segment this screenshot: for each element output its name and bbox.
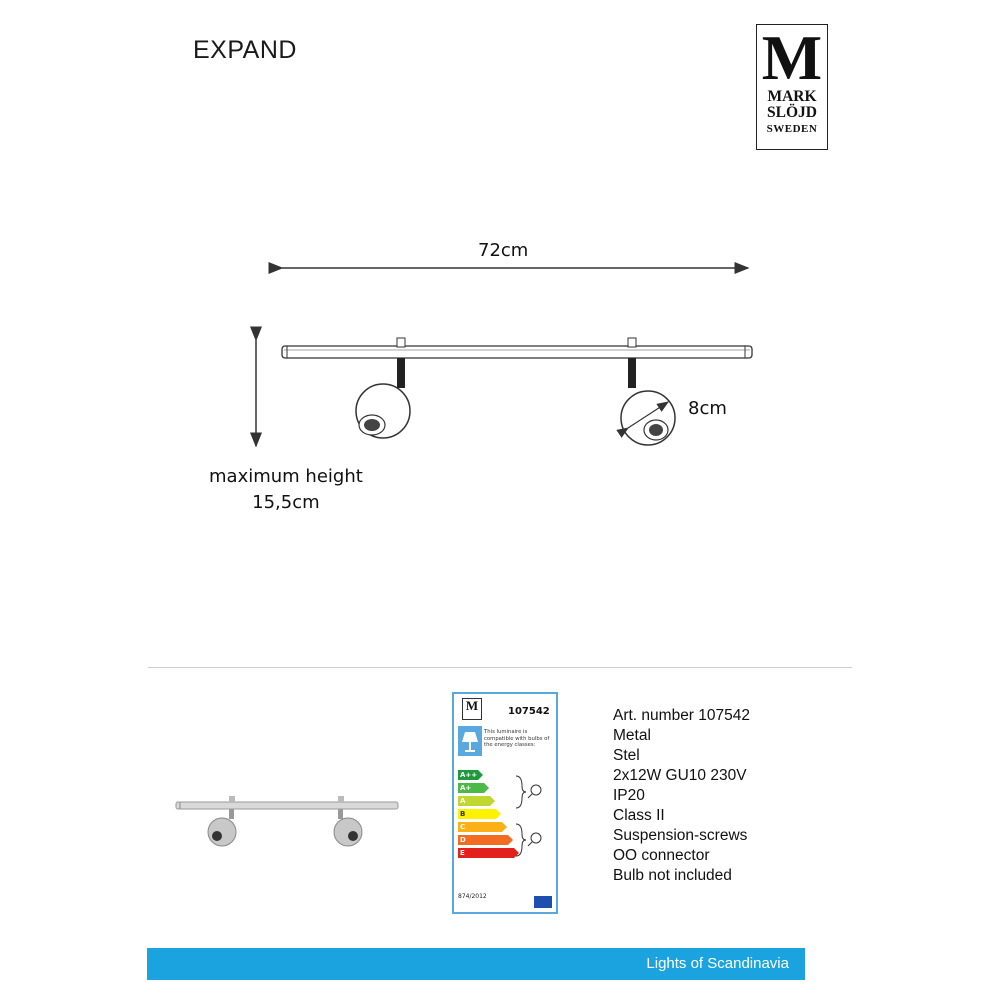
footer-text: Lights of Scandinavia [646, 955, 789, 972]
energy-class-bar: A [458, 796, 490, 806]
spec-list [613, 706, 750, 886]
logo-line3: SWEDEN [766, 123, 818, 135]
energy-class-bar: A+ [458, 783, 484, 793]
energy-regulation: 874/2012 [458, 893, 487, 900]
width-label: 72cm [478, 240, 529, 261]
logo-line1: MARK [767, 88, 817, 105]
energy-class-bar: B [458, 809, 496, 819]
diameter-label: 8cm [688, 398, 727, 419]
spec-item: Art. number 107542 [613, 707, 751, 724]
spec-item: Class II [613, 807, 665, 824]
spec-item: Bulb not included [613, 867, 732, 884]
product-title: EXPAND [193, 36, 297, 64]
spec-item: 2x12W GU10 230V [613, 767, 747, 784]
spec-item: OO connector [613, 847, 710, 864]
energy-class-bar: A++ [460, 771, 478, 779]
energy-label [452, 692, 558, 914]
spec-item: IP20 [613, 787, 645, 804]
rail-drawing [282, 338, 752, 358]
energy-class-bar: D [458, 835, 508, 845]
height-label-line1: maximum height [209, 466, 363, 487]
spotlight-right-drawing [621, 358, 675, 445]
spec-item: Metal [613, 727, 651, 744]
energy-class-bar: E [458, 848, 514, 858]
spotlight-left-drawing [356, 358, 410, 438]
divider [148, 667, 852, 668]
logo-letter: M [761, 22, 823, 93]
bulb-compat-icons [510, 772, 550, 868]
energy-label-article: 107542 [508, 706, 550, 717]
height-label [209, 464, 363, 516]
energy-class-bar: C [458, 822, 502, 832]
lamp-icon [458, 726, 482, 756]
spec-item: Stel [613, 747, 640, 764]
footer-bar [147, 948, 805, 980]
energy-label-note: This luminaire is compatible with bulbs of the energy classes: [484, 729, 550, 748]
height-label-line2: 15,5cm [252, 492, 320, 513]
product-photo [176, 796, 398, 846]
energy-label-logo: M [462, 698, 482, 720]
logo-line2: SLÖJD [767, 104, 817, 121]
spec-item: Suspension-screws [613, 827, 748, 844]
eu-flag-icon [534, 896, 552, 908]
